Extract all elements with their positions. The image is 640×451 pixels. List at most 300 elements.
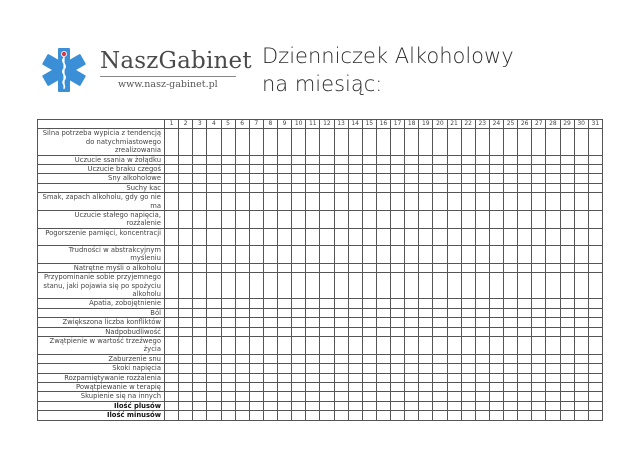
- entry-cell[interactable]: [263, 327, 277, 336]
- entry-cell[interactable]: [376, 308, 390, 317]
- entry-cell[interactable]: [532, 245, 546, 263]
- entry-cell[interactable]: [165, 228, 179, 245]
- entry-cell[interactable]: [588, 336, 602, 354]
- entry-cell[interactable]: [588, 273, 602, 299]
- entry-cell[interactable]: [504, 211, 518, 229]
- entry-cell[interactable]: [249, 411, 263, 420]
- entry-cell[interactable]: [588, 263, 602, 272]
- entry-cell[interactable]: [475, 364, 489, 373]
- entry-cell[interactable]: [221, 382, 235, 391]
- entry-cell[interactable]: [249, 273, 263, 299]
- entry-cell[interactable]: [221, 336, 235, 354]
- entry-cell[interactable]: [433, 155, 447, 164]
- entry-cell[interactable]: [504, 183, 518, 192]
- entry-cell[interactable]: [221, 401, 235, 410]
- entry-cell[interactable]: [475, 354, 489, 363]
- entry-cell[interactable]: [433, 165, 447, 174]
- entry-cell[interactable]: [518, 273, 532, 299]
- entry-cell[interactable]: [447, 373, 461, 382]
- entry-cell[interactable]: [320, 165, 334, 174]
- entry-cell[interactable]: [292, 364, 306, 373]
- entry-cell[interactable]: [292, 228, 306, 245]
- entry-cell[interactable]: [504, 373, 518, 382]
- entry-cell[interactable]: [419, 354, 433, 363]
- entry-cell[interactable]: [362, 392, 376, 401]
- entry-cell[interactable]: [320, 245, 334, 263]
- entry-cell[interactable]: [532, 382, 546, 391]
- entry-cell[interactable]: [489, 373, 503, 382]
- entry-cell[interactable]: [376, 382, 390, 391]
- entry-cell[interactable]: [362, 211, 376, 229]
- entry-cell[interactable]: [235, 273, 249, 299]
- entry-cell[interactable]: [588, 392, 602, 401]
- entry-cell[interactable]: [546, 336, 560, 354]
- entry-cell[interactable]: [320, 155, 334, 164]
- entry-cell[interactable]: [546, 354, 560, 363]
- entry-cell[interactable]: [546, 155, 560, 164]
- entry-cell[interactable]: [221, 155, 235, 164]
- entry-cell[interactable]: [419, 174, 433, 183]
- entry-cell[interactable]: [475, 318, 489, 327]
- entry-cell[interactable]: [419, 411, 433, 420]
- entry-cell[interactable]: [221, 228, 235, 245]
- entry-cell[interactable]: [362, 245, 376, 263]
- entry-cell[interactable]: [489, 364, 503, 373]
- entry-cell[interactable]: [207, 411, 221, 420]
- entry-cell[interactable]: [532, 327, 546, 336]
- entry-cell[interactable]: [518, 245, 532, 263]
- entry-cell[interactable]: [391, 373, 405, 382]
- entry-cell[interactable]: [376, 364, 390, 373]
- entry-cell[interactable]: [362, 193, 376, 211]
- entry-cell[interactable]: [588, 211, 602, 229]
- entry-cell[interactable]: [376, 392, 390, 401]
- entry-cell[interactable]: [447, 382, 461, 391]
- entry-cell[interactable]: [362, 165, 376, 174]
- entry-cell[interactable]: [249, 193, 263, 211]
- entry-cell[interactable]: [419, 308, 433, 317]
- entry-cell[interactable]: [560, 245, 574, 263]
- entry-cell[interactable]: [320, 318, 334, 327]
- entry-cell[interactable]: [532, 273, 546, 299]
- entry-cell[interactable]: [278, 174, 292, 183]
- entry-cell[interactable]: [475, 174, 489, 183]
- entry-cell[interactable]: [235, 299, 249, 308]
- entry-cell[interactable]: [433, 327, 447, 336]
- entry-cell[interactable]: [391, 318, 405, 327]
- entry-cell[interactable]: [489, 174, 503, 183]
- entry-cell[interactable]: [278, 183, 292, 192]
- entry-cell[interactable]: [320, 228, 334, 245]
- entry-cell[interactable]: [334, 174, 348, 183]
- entry-cell[interactable]: [405, 299, 419, 308]
- entry-cell[interactable]: [320, 308, 334, 317]
- entry-cell[interactable]: [518, 382, 532, 391]
- entry-cell[interactable]: [179, 211, 193, 229]
- entry-cell[interactable]: [207, 129, 221, 155]
- entry-cell[interactable]: [405, 193, 419, 211]
- entry-cell[interactable]: [588, 327, 602, 336]
- entry-cell[interactable]: [574, 155, 588, 164]
- entry-cell[interactable]: [504, 336, 518, 354]
- entry-cell[interactable]: [207, 263, 221, 272]
- entry-cell[interactable]: [249, 318, 263, 327]
- entry-cell[interactable]: [263, 318, 277, 327]
- entry-cell[interactable]: [334, 336, 348, 354]
- entry-cell[interactable]: [489, 354, 503, 363]
- entry-cell[interactable]: [320, 183, 334, 192]
- entry-cell[interactable]: [235, 373, 249, 382]
- entry-cell[interactable]: [546, 273, 560, 299]
- entry-cell[interactable]: [249, 211, 263, 229]
- entry-cell[interactable]: [193, 308, 207, 317]
- entry-cell[interactable]: [334, 411, 348, 420]
- entry-cell[interactable]: [475, 165, 489, 174]
- entry-cell[interactable]: [588, 354, 602, 363]
- entry-cell[interactable]: [391, 245, 405, 263]
- entry-cell[interactable]: [489, 211, 503, 229]
- entry-cell[interactable]: [447, 193, 461, 211]
- entry-cell[interactable]: [334, 354, 348, 363]
- entry-cell[interactable]: [179, 193, 193, 211]
- entry-cell[interactable]: [532, 411, 546, 420]
- entry-cell[interactable]: [320, 299, 334, 308]
- entry-cell[interactable]: [179, 392, 193, 401]
- entry-cell[interactable]: [292, 174, 306, 183]
- entry-cell[interactable]: [405, 228, 419, 245]
- entry-cell[interactable]: [193, 193, 207, 211]
- entry-cell[interactable]: [207, 299, 221, 308]
- entry-cell[interactable]: [532, 263, 546, 272]
- entry-cell[interactable]: [348, 373, 362, 382]
- entry-cell[interactable]: [306, 308, 320, 317]
- entry-cell[interactable]: [376, 354, 390, 363]
- entry-cell[interactable]: [504, 273, 518, 299]
- entry-cell[interactable]: [306, 411, 320, 420]
- entry-cell[interactable]: [193, 174, 207, 183]
- entry-cell[interactable]: [179, 401, 193, 410]
- entry-cell[interactable]: [504, 299, 518, 308]
- entry-cell[interactable]: [391, 193, 405, 211]
- entry-cell[interactable]: [362, 155, 376, 164]
- entry-cell[interactable]: [362, 183, 376, 192]
- entry-cell[interactable]: [362, 299, 376, 308]
- entry-cell[interactable]: [532, 373, 546, 382]
- entry-cell[interactable]: [263, 129, 277, 155]
- entry-cell[interactable]: [320, 373, 334, 382]
- entry-cell[interactable]: [475, 336, 489, 354]
- entry-cell[interactable]: [320, 336, 334, 354]
- entry-cell[interactable]: [376, 373, 390, 382]
- entry-cell[interactable]: [461, 327, 475, 336]
- entry-cell[interactable]: [560, 411, 574, 420]
- entry-cell[interactable]: [461, 155, 475, 164]
- entry-cell[interactable]: [433, 392, 447, 401]
- entry-cell[interactable]: [221, 193, 235, 211]
- entry-cell[interactable]: [165, 193, 179, 211]
- entry-cell[interactable]: [292, 336, 306, 354]
- entry-cell[interactable]: [334, 263, 348, 272]
- entry-cell[interactable]: [249, 354, 263, 363]
- entry-cell[interactable]: [546, 308, 560, 317]
- entry-cell[interactable]: [447, 273, 461, 299]
- entry-cell[interactable]: [461, 193, 475, 211]
- entry-cell[interactable]: [560, 165, 574, 174]
- entry-cell[interactable]: [504, 411, 518, 420]
- entry-cell[interactable]: [504, 318, 518, 327]
- entry-cell[interactable]: [546, 401, 560, 410]
- entry-cell[interactable]: [334, 373, 348, 382]
- entry-cell[interactable]: [518, 318, 532, 327]
- entry-cell[interactable]: [249, 245, 263, 263]
- entry-cell[interactable]: [518, 354, 532, 363]
- entry-cell[interactable]: [263, 155, 277, 164]
- entry-cell[interactable]: [391, 308, 405, 317]
- entry-cell[interactable]: [447, 245, 461, 263]
- entry-cell[interactable]: [193, 336, 207, 354]
- entry-cell[interactable]: [433, 382, 447, 391]
- entry-cell[interactable]: [221, 245, 235, 263]
- entry-cell[interactable]: [193, 129, 207, 155]
- entry-cell[interactable]: [489, 336, 503, 354]
- entry-cell[interactable]: [518, 364, 532, 373]
- entry-cell[interactable]: [546, 228, 560, 245]
- entry-cell[interactable]: [235, 327, 249, 336]
- entry-cell[interactable]: [348, 411, 362, 420]
- entry-cell[interactable]: [405, 373, 419, 382]
- entry-cell[interactable]: [419, 401, 433, 410]
- entry-cell[interactable]: [574, 263, 588, 272]
- entry-cell[interactable]: [433, 211, 447, 229]
- entry-cell[interactable]: [433, 336, 447, 354]
- entry-cell[interactable]: [574, 411, 588, 420]
- entry-cell[interactable]: [560, 336, 574, 354]
- entry-cell[interactable]: [165, 327, 179, 336]
- entry-cell[interactable]: [405, 336, 419, 354]
- entry-cell[interactable]: [376, 336, 390, 354]
- entry-cell[interactable]: [306, 382, 320, 391]
- entry-cell[interactable]: [419, 165, 433, 174]
- entry-cell[interactable]: [348, 318, 362, 327]
- entry-cell[interactable]: [334, 165, 348, 174]
- entry-cell[interactable]: [306, 211, 320, 229]
- entry-cell[interactable]: [504, 155, 518, 164]
- entry-cell[interactable]: [306, 193, 320, 211]
- entry-cell[interactable]: [588, 245, 602, 263]
- entry-cell[interactable]: [165, 129, 179, 155]
- entry-cell[interactable]: [405, 174, 419, 183]
- entry-cell[interactable]: [263, 382, 277, 391]
- entry-cell[interactable]: [532, 392, 546, 401]
- entry-cell[interactable]: [405, 411, 419, 420]
- entry-cell[interactable]: [179, 336, 193, 354]
- entry-cell[interactable]: [376, 183, 390, 192]
- entry-cell[interactable]: [475, 245, 489, 263]
- entry-cell[interactable]: [405, 129, 419, 155]
- entry-cell[interactable]: [263, 299, 277, 308]
- entry-cell[interactable]: [179, 364, 193, 373]
- entry-cell[interactable]: [574, 193, 588, 211]
- entry-cell[interactable]: [278, 155, 292, 164]
- entry-cell[interactable]: [376, 299, 390, 308]
- entry-cell[interactable]: [376, 193, 390, 211]
- entry-cell[interactable]: [461, 354, 475, 363]
- entry-cell[interactable]: [433, 174, 447, 183]
- entry-cell[interactable]: [391, 411, 405, 420]
- entry-cell[interactable]: [532, 211, 546, 229]
- entry-cell[interactable]: [574, 373, 588, 382]
- entry-cell[interactable]: [263, 401, 277, 410]
- entry-cell[interactable]: [179, 245, 193, 263]
- entry-cell[interactable]: [292, 318, 306, 327]
- entry-cell[interactable]: [391, 354, 405, 363]
- entry-cell[interactable]: [207, 193, 221, 211]
- entry-cell[interactable]: [320, 364, 334, 373]
- entry-cell[interactable]: [376, 165, 390, 174]
- entry-cell[interactable]: [179, 318, 193, 327]
- entry-cell[interactable]: [518, 336, 532, 354]
- entry-cell[interactable]: [376, 273, 390, 299]
- entry-cell[interactable]: [546, 193, 560, 211]
- entry-cell[interactable]: [334, 327, 348, 336]
- entry-cell[interactable]: [179, 273, 193, 299]
- entry-cell[interactable]: [532, 193, 546, 211]
- entry-cell[interactable]: [348, 211, 362, 229]
- entry-cell[interactable]: [292, 308, 306, 317]
- entry-cell[interactable]: [405, 382, 419, 391]
- entry-cell[interactable]: [518, 392, 532, 401]
- entry-cell[interactable]: [433, 299, 447, 308]
- entry-cell[interactable]: [475, 183, 489, 192]
- entry-cell[interactable]: [320, 211, 334, 229]
- entry-cell[interactable]: [179, 382, 193, 391]
- entry-cell[interactable]: [207, 155, 221, 164]
- entry-cell[interactable]: [461, 299, 475, 308]
- entry-cell[interactable]: [546, 411, 560, 420]
- entry-cell[interactable]: [207, 382, 221, 391]
- entry-cell[interactable]: [165, 245, 179, 263]
- entry-cell[interactable]: [193, 211, 207, 229]
- entry-cell[interactable]: [348, 401, 362, 410]
- entry-cell[interactable]: [560, 308, 574, 317]
- entry-cell[interactable]: [235, 165, 249, 174]
- entry-cell[interactable]: [221, 373, 235, 382]
- entry-cell[interactable]: [249, 183, 263, 192]
- entry-cell[interactable]: [504, 364, 518, 373]
- entry-cell[interactable]: [235, 411, 249, 420]
- entry-cell[interactable]: [263, 193, 277, 211]
- entry-cell[interactable]: [447, 165, 461, 174]
- entry-cell[interactable]: [348, 392, 362, 401]
- entry-cell[interactable]: [391, 165, 405, 174]
- entry-cell[interactable]: [546, 183, 560, 192]
- entry-cell[interactable]: [348, 183, 362, 192]
- entry-cell[interactable]: [278, 165, 292, 174]
- entry-cell[interactable]: [546, 211, 560, 229]
- entry-cell[interactable]: [278, 354, 292, 363]
- entry-cell[interactable]: [504, 174, 518, 183]
- entry-cell[interactable]: [278, 392, 292, 401]
- entry-cell[interactable]: [278, 228, 292, 245]
- entry-cell[interactable]: [532, 228, 546, 245]
- entry-cell[interactable]: [391, 174, 405, 183]
- entry-cell[interactable]: [193, 354, 207, 363]
- entry-cell[interactable]: [391, 299, 405, 308]
- entry-cell[interactable]: [334, 211, 348, 229]
- entry-cell[interactable]: [419, 273, 433, 299]
- entry-cell[interactable]: [376, 211, 390, 229]
- entry-cell[interactable]: [546, 327, 560, 336]
- entry-cell[interactable]: [419, 245, 433, 263]
- entry-cell[interactable]: [306, 364, 320, 373]
- entry-cell[interactable]: [504, 165, 518, 174]
- entry-cell[interactable]: [475, 263, 489, 272]
- entry-cell[interactable]: [179, 165, 193, 174]
- entry-cell[interactable]: [292, 193, 306, 211]
- entry-cell[interactable]: [334, 193, 348, 211]
- entry-cell[interactable]: [489, 263, 503, 272]
- entry-cell[interactable]: [235, 129, 249, 155]
- entry-cell[interactable]: [179, 308, 193, 317]
- entry-cell[interactable]: [391, 336, 405, 354]
- entry-cell[interactable]: [574, 318, 588, 327]
- entry-cell[interactable]: [362, 273, 376, 299]
- entry-cell[interactable]: [391, 129, 405, 155]
- entry-cell[interactable]: [193, 382, 207, 391]
- entry-cell[interactable]: [588, 411, 602, 420]
- entry-cell[interactable]: [433, 193, 447, 211]
- entry-cell[interactable]: [461, 364, 475, 373]
- entry-cell[interactable]: [574, 382, 588, 391]
- entry-cell[interactable]: [193, 263, 207, 272]
- entry-cell[interactable]: [405, 165, 419, 174]
- entry-cell[interactable]: [475, 373, 489, 382]
- entry-cell[interactable]: [348, 308, 362, 317]
- entry-cell[interactable]: [348, 273, 362, 299]
- entry-cell[interactable]: [419, 193, 433, 211]
- entry-cell[interactable]: [320, 411, 334, 420]
- entry-cell[interactable]: [292, 392, 306, 401]
- entry-cell[interactable]: [546, 318, 560, 327]
- entry-cell[interactable]: [475, 155, 489, 164]
- entry-cell[interactable]: [306, 373, 320, 382]
- entry-cell[interactable]: [433, 411, 447, 420]
- entry-cell[interactable]: [193, 165, 207, 174]
- entry-cell[interactable]: [292, 299, 306, 308]
- entry-cell[interactable]: [348, 336, 362, 354]
- entry-cell[interactable]: [207, 327, 221, 336]
- entry-cell[interactable]: [165, 165, 179, 174]
- entry-cell[interactable]: [278, 327, 292, 336]
- entry-cell[interactable]: [263, 373, 277, 382]
- entry-cell[interactable]: [574, 228, 588, 245]
- entry-cell[interactable]: [193, 155, 207, 164]
- entry-cell[interactable]: [292, 382, 306, 391]
- entry-cell[interactable]: [193, 245, 207, 263]
- entry-cell[interactable]: [461, 382, 475, 391]
- entry-cell[interactable]: [518, 183, 532, 192]
- entry-cell[interactable]: [532, 354, 546, 363]
- entry-cell[interactable]: [518, 155, 532, 164]
- entry-cell[interactable]: [249, 155, 263, 164]
- entry-cell[interactable]: [249, 373, 263, 382]
- entry-cell[interactable]: [518, 401, 532, 410]
- entry-cell[interactable]: [221, 299, 235, 308]
- entry-cell[interactable]: [334, 308, 348, 317]
- entry-cell[interactable]: [207, 401, 221, 410]
- entry-cell[interactable]: [235, 193, 249, 211]
- entry-cell[interactable]: [362, 382, 376, 391]
